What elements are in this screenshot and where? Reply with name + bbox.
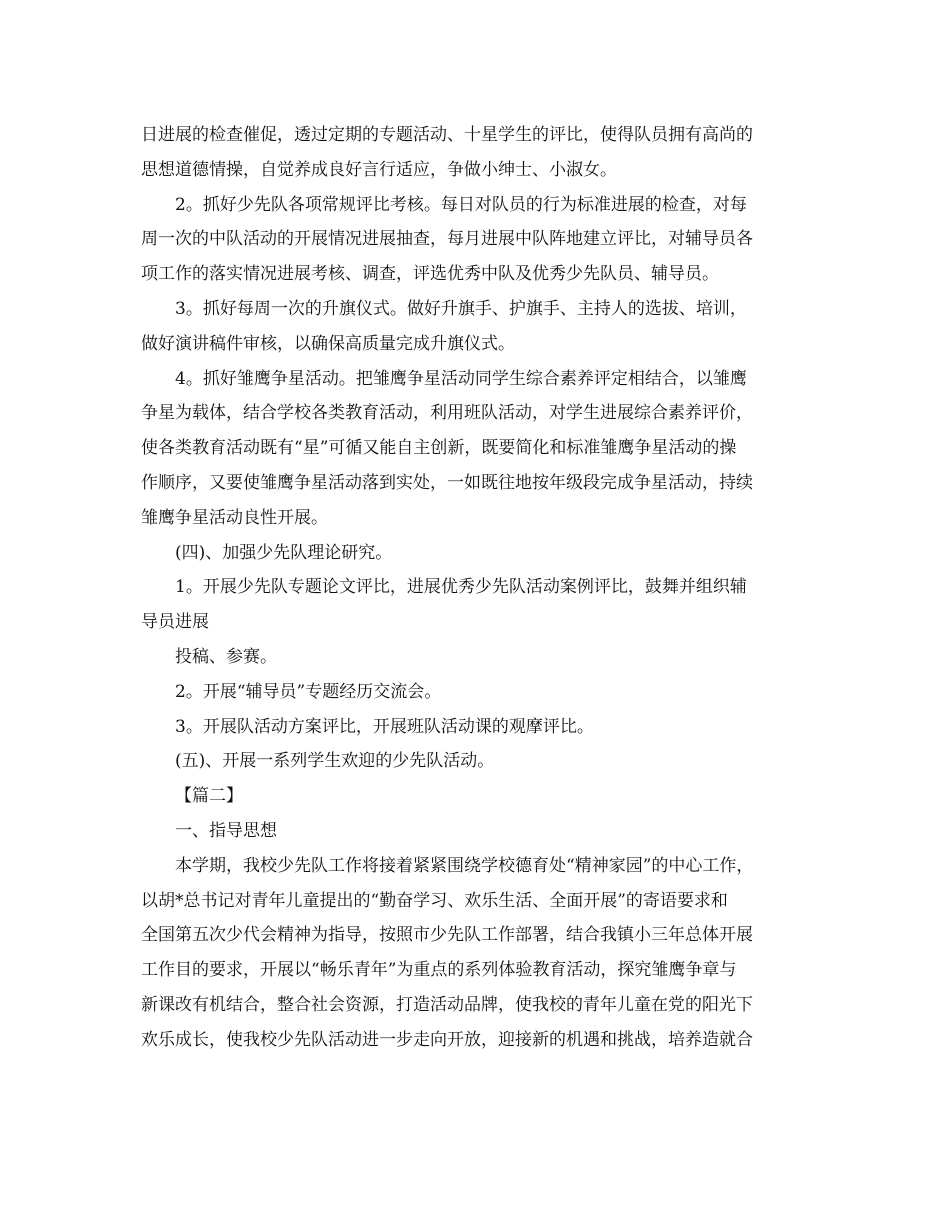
text-line: 【篇二】 <box>175 786 243 807</box>
text-line: 2。开展“辅导员”专题经历交流会。 <box>175 681 442 702</box>
text-line: (四)、加强少先队理论研究。 <box>175 542 393 563</box>
text-line: 以胡*总书记对青年儿童提出的“勤奋学习、欢乐生活、全面开展”的寄语要求和 <box>141 890 728 911</box>
text-line: 投稿、参赛。 <box>175 646 277 667</box>
text-line: 作顺序，又要使雏鹰争星活动落到实处，一如既往地按年级段完成争星活动，持续 <box>141 472 753 493</box>
text-line: 2。抓好少先队各项常规评比考核。每日对队员的行为标准进展的检查，对每 <box>175 194 747 215</box>
text-line: 日进展的检查催促，透过定期的专题活动、十星学生的评比，使得队员拥有高尚的 <box>141 125 753 145</box>
text-line: 做好演讲稿件审核，以确保高质量完成升旗仪式。 <box>141 333 515 354</box>
text-line: 1。开展少先队专题论文评比，进展优秀少先队活动案例评比，鼓舞并组织辅 <box>175 577 747 598</box>
text-line: 3。开展队活动方案评比，开展班队活动课的观摩评比。 <box>175 716 594 737</box>
text-line: 欢乐成长，使我校少先队活动进一步走向开放，迎接新的机遇和挑战，培养造就合 <box>141 1029 753 1050</box>
text-line: 导员进展 <box>141 612 209 633</box>
text-line: 思想道德情操，自觉养成良好言行适应，争做小绅士、小淑女。 <box>141 159 617 180</box>
text-line: 使各类教育活动既有“星”可循又能自主创新，既要简化和标准雏鹰争星活动的操 <box>141 438 737 459</box>
document-body <box>141 118 811 1058</box>
text-line: 工作目的要求，开展以“畅乐青年”为重点的系列体验教育活动，探究雏鹰争章与 <box>141 960 737 981</box>
text-line: 4。抓好雏鹰争星活动。把雏鹰争星活动同学生综合素养评定相结合，以雏鹰 <box>175 368 747 389</box>
text-line: 项工作的落实情况进展考核、调查，评选优秀中队及优秀少先队员、辅导员。 <box>141 264 719 285</box>
text-line: 全国第五次少代会精神为指导，按照市少先队工作部署，结合我镇小三年总体开展 <box>141 925 753 946</box>
text-line: 新课改有机结合，整合社会资源，打造活动品牌，使我校的青年儿童在党的阳光下 <box>141 994 753 1015</box>
text-line: 雏鹰争星活动良性开展。 <box>141 507 328 528</box>
text-line: 本学期，我校少先队工作将接着紧紧围绕学校德育处“精神家园”的中心工作， <box>175 855 754 876</box>
text-line: 周一次的中队活动的开展情况进展抽查，每月进展中队阵地建立评比，对辅导员各 <box>141 229 753 250</box>
text-line: 争星为载体，结合学校各类教育活动，利用班队活动，对学生进展综合素养评价， <box>141 403 753 424</box>
text-line: 一、指导思想 <box>175 820 277 841</box>
text-line: (五)、开展一系列学生欢迎的少先队活动。 <box>175 751 495 772</box>
text-line: 3。抓好每周一次的升旗仪式。做好升旗手、护旗手、主持人的选拔、培训， <box>175 298 747 319</box>
